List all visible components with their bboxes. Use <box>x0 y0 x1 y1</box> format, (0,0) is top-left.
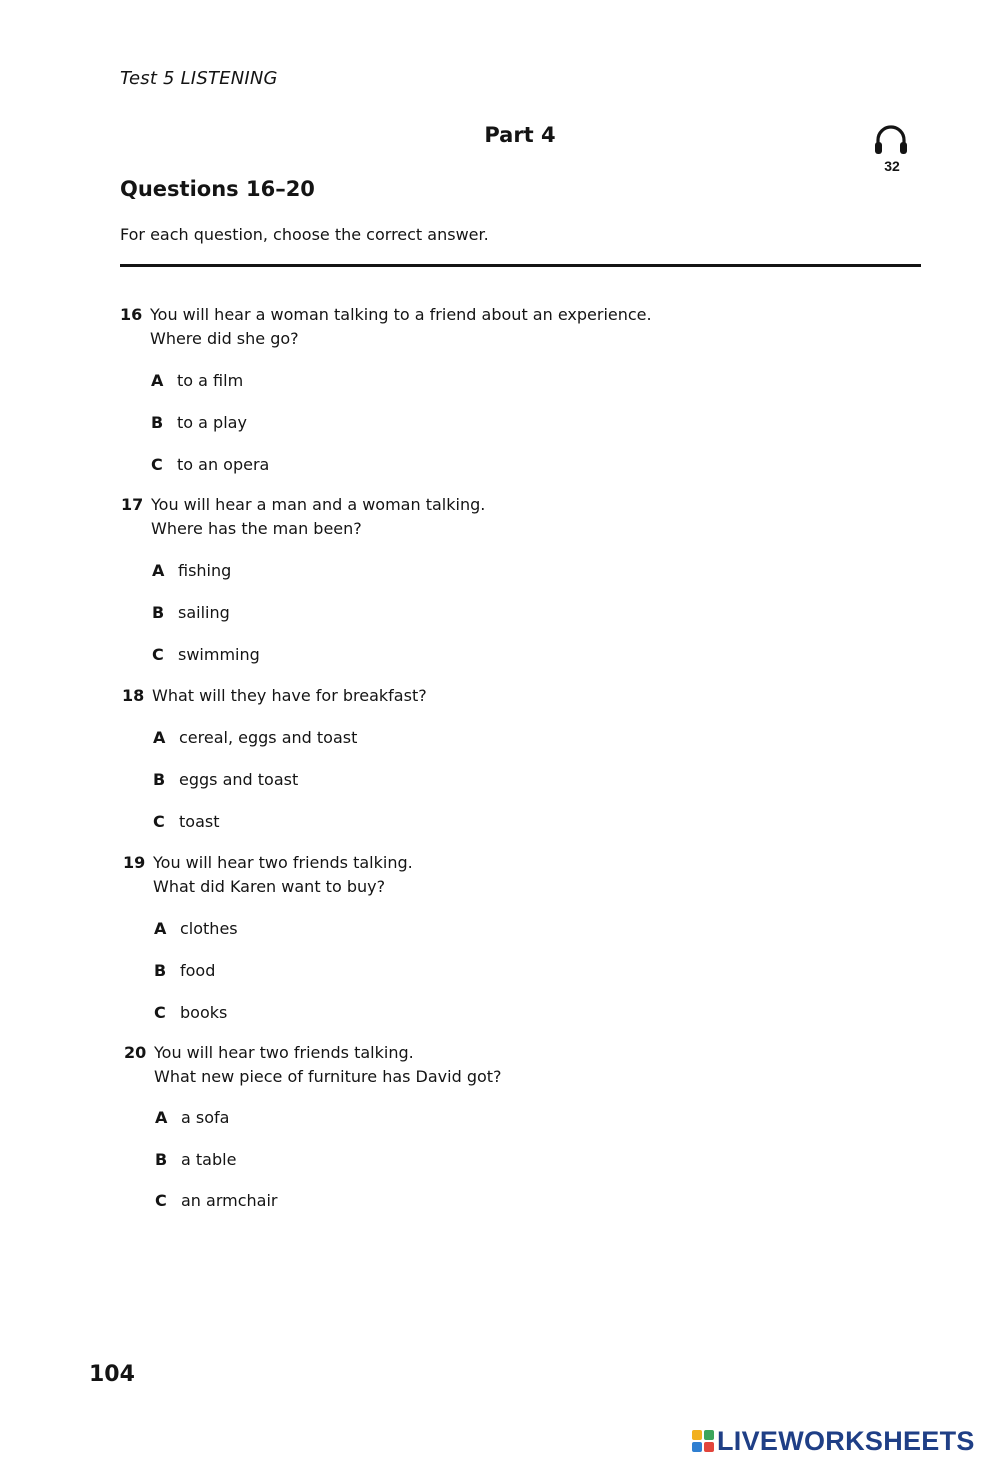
option-b[interactable] <box>155 1150 236 1169</box>
option-letter: C <box>153 812 165 831</box>
option-letter: A <box>154 919 167 938</box>
headphones-icon <box>872 122 910 158</box>
option-letter: B <box>151 413 164 432</box>
option-letter: B <box>152 603 165 622</box>
question-text: You will hear a woman talking to a friend about an experience. <box>150 305 652 324</box>
option-text: fishing <box>178 561 232 580</box>
option-a[interactable] <box>152 561 231 580</box>
option-text: toast <box>179 812 220 831</box>
option-b[interactable] <box>152 603 230 622</box>
option-text: to a play <box>177 413 247 432</box>
question-19 <box>123 853 923 1023</box>
audio-track-badge <box>872 122 912 182</box>
question-text: You will hear two friends talking. <box>154 1043 414 1062</box>
question-number: 16 <box>120 305 143 324</box>
option-letter: C <box>151 455 163 474</box>
option-text: sailing <box>178 603 230 622</box>
question-text: What will they have for breakfast? <box>152 686 427 705</box>
divider-rule <box>120 264 921 267</box>
question-16 <box>120 305 920 475</box>
section-title: Questions 16–20 <box>120 177 315 201</box>
question-18 <box>122 686 922 836</box>
option-letter: C <box>154 1003 166 1022</box>
liveworksheets-logo-icon <box>692 1430 714 1452</box>
option-text: eggs and toast <box>179 770 299 789</box>
option-letter: A <box>153 728 166 747</box>
question-number: 18 <box>122 686 145 705</box>
question-number: 20 <box>124 1043 147 1062</box>
option-text: a table <box>181 1150 237 1169</box>
question-text: What new piece of furniture has David got? <box>154 1067 502 1086</box>
option-letter: B <box>155 1150 168 1169</box>
option-letter: A <box>151 371 164 390</box>
option-text: to an opera <box>177 455 270 474</box>
option-b[interactable] <box>151 413 247 432</box>
option-b[interactable] <box>154 961 215 980</box>
instructions: For each question, choose the correct answer. <box>120 225 489 244</box>
option-text: to a film <box>177 371 244 390</box>
option-text: clothes <box>180 919 238 938</box>
question-text: Where did she go? <box>150 329 299 348</box>
page-number: 104 <box>89 1362 135 1387</box>
watermark-text: LIVEWORKSHEETS <box>717 1425 975 1456</box>
question-number: 19 <box>123 853 146 872</box>
option-c[interactable] <box>153 812 219 831</box>
question-number: 17 <box>121 495 144 514</box>
question-20 <box>124 1043 924 1213</box>
option-text: a sofa <box>181 1108 230 1127</box>
option-b[interactable] <box>153 770 298 789</box>
option-letter: B <box>153 770 166 789</box>
option-c[interactable] <box>154 1003 227 1022</box>
option-c[interactable] <box>155 1191 277 1210</box>
option-text: an armchair <box>181 1191 278 1210</box>
question-text: You will hear two friends talking. <box>153 853 413 872</box>
option-a[interactable] <box>151 371 243 390</box>
option-letter: A <box>152 561 165 580</box>
option-c[interactable] <box>152 645 260 664</box>
question-17 <box>121 495 921 665</box>
question-text: What did Karen want to buy? <box>153 877 386 896</box>
option-text: cereal, eggs and toast <box>179 728 358 747</box>
option-letter: C <box>155 1191 167 1210</box>
option-letter: B <box>154 961 167 980</box>
option-text: books <box>180 1003 228 1022</box>
option-text: food <box>180 961 216 980</box>
part-title: Part 4 <box>484 123 556 147</box>
option-c[interactable] <box>151 455 269 474</box>
running-head: Test 5 LISTENING <box>120 68 278 89</box>
question-text: You will hear a man and a woman talking. <box>151 495 486 514</box>
option-a[interactable] <box>153 728 357 747</box>
watermark[interactable] <box>692 1426 975 1456</box>
option-text: swimming <box>178 645 260 664</box>
option-a[interactable] <box>154 919 238 938</box>
option-letter: C <box>152 645 164 664</box>
option-a[interactable] <box>155 1108 229 1127</box>
question-text: Where has the man been? <box>151 519 362 538</box>
track-number: 32 <box>884 158 900 174</box>
option-letter: A <box>155 1108 168 1127</box>
